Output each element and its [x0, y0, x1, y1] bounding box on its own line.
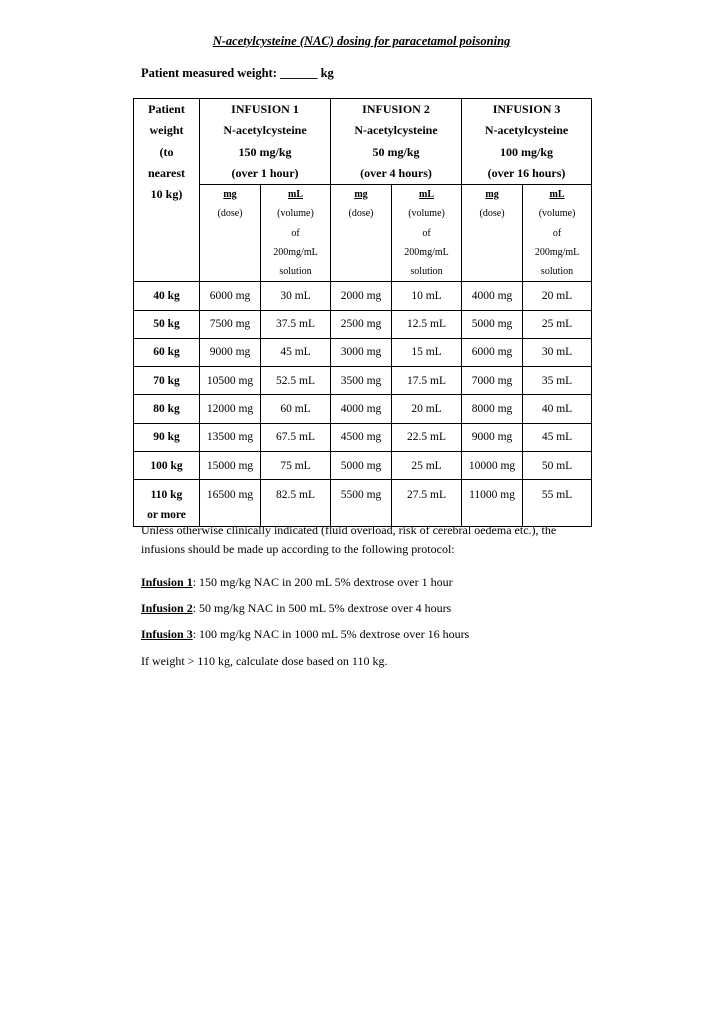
weight-cell: 90 kg: [134, 423, 200, 451]
table-row: [134, 480, 592, 527]
dose-label: (dose): [348, 208, 374, 220]
value-cell: 52.5 mL: [261, 367, 331, 395]
mg-label: mg: [354, 189, 368, 201]
mg-label: mg: [485, 189, 499, 201]
weight-prompt: Patient measured weight: ______ kg: [141, 66, 334, 80]
weight-header: [134, 99, 200, 282]
subheader-row: [134, 185, 592, 282]
value-cell: 20 mL: [523, 282, 592, 310]
value-cell: 10 mL: [392, 282, 462, 310]
value-cell: 20 mL: [392, 395, 462, 423]
volume-label: (volume): [538, 208, 576, 220]
value-cell: 50 mL: [523, 451, 592, 479]
volume-label: 200mg/mL: [534, 246, 580, 258]
infusion-header-line: N-acetylcysteine: [484, 123, 569, 138]
header-row: [134, 99, 592, 185]
infusion-header-line: (over 1 hour): [231, 165, 299, 180]
weight-cell: [134, 480, 200, 527]
weight-header-line: weight: [149, 123, 184, 138]
value-cell: 25 mL: [523, 310, 592, 338]
infusion-header-line: INFUSION 1: [231, 102, 299, 116]
infusion-header-line: 100 mg/kg: [500, 144, 554, 159]
value-cell: 25 mL: [392, 451, 462, 479]
protocol-intro: Unless otherwise clinically indicated (fluid overload, risk of cerebral oedema etc.), the infusions should be made up according to the following protocol:: [141, 523, 557, 556]
infusion-text: : 50 mg/kg NAC in 500 mL 5% dextrose over 4 hours: [192, 601, 452, 615]
infusion-header-line: INFUSION 2: [362, 102, 430, 116]
value-cell: 4000 mg: [331, 395, 392, 423]
value-cell: 11000 mg: [462, 480, 523, 527]
volume-label: (volume): [277, 208, 314, 220]
ml-label: mL: [549, 189, 565, 201]
value-cell: 2000 mg: [331, 282, 392, 310]
infusion-1-mg-header: [200, 185, 261, 282]
value-cell: 82.5 mL: [261, 480, 331, 527]
value-cell: 4500 mg: [331, 423, 392, 451]
value-cell: 30 mL: [261, 282, 331, 310]
weight-cell: 50 kg: [134, 310, 200, 338]
volume-label: of: [552, 227, 562, 239]
ml-label: mL: [288, 189, 303, 201]
weight-header-line: nearest: [147, 165, 186, 180]
value-cell: 7500 mg: [200, 310, 261, 338]
value-cell: 8000 mg: [462, 395, 523, 423]
value-cell: 3500 mg: [331, 367, 392, 395]
value-cell: 60 mL: [261, 395, 331, 423]
infusion-header-line: N-acetylcysteine: [223, 123, 307, 138]
weight-line: 110 kg: [150, 489, 183, 502]
infusion-header-line: (over 4 hours): [360, 165, 432, 180]
value-cell: 5000 mg: [331, 451, 392, 479]
value-cell: 22.5 mL: [392, 423, 462, 451]
weight-cell: 100 kg: [134, 451, 200, 479]
value-cell: 35 mL: [523, 367, 592, 395]
document-title: N-acetylcysteine (NAC) dosing for paracetamol poisoning: [212, 34, 511, 48]
infusion-1-protocol: [141, 575, 453, 590]
value-cell: 55 mL: [523, 480, 592, 527]
value-cell: 75 mL: [261, 451, 331, 479]
weight-header-line: (to: [159, 144, 174, 159]
infusion-header-line: (over 16 hours): [487, 165, 566, 180]
table-row: [134, 338, 592, 366]
value-cell: 9000 mg: [200, 338, 261, 366]
value-cell: 40 mL: [523, 395, 592, 423]
infusion-text: : 100 mg/kg NAC in 1000 mL 5% dextrose over 16 hours: [192, 627, 470, 641]
volume-label: of: [422, 227, 431, 239]
infusion-header-line: INFUSION 3: [492, 102, 561, 116]
volume-label: 200mg/mL: [404, 246, 449, 258]
dose-label: (dose): [217, 208, 243, 220]
infusion-3-mg-header: [462, 185, 523, 282]
table-row: [134, 367, 592, 395]
value-cell: 2500 mg: [331, 310, 392, 338]
infusion-header-line: 150 mg/kg: [238, 144, 292, 159]
value-cell: 4000 mg: [462, 282, 523, 310]
volume-label: solution: [540, 266, 574, 277]
volume-label: solution: [410, 266, 443, 277]
value-cell: 10000 mg: [462, 451, 523, 479]
dose-label: (dose): [479, 208, 505, 220]
dosing-table: [133, 98, 592, 527]
infusion-2-ml-header: [392, 185, 462, 282]
weight-cell: 80 kg: [134, 395, 200, 423]
value-cell: 27.5 mL: [392, 480, 462, 527]
infusion-header-line: 50 mg/kg: [372, 144, 420, 159]
mg-label: mg: [223, 189, 237, 201]
value-cell: 5000 mg: [462, 310, 523, 338]
value-cell: 7000 mg: [462, 367, 523, 395]
value-cell: 45 mL: [523, 423, 592, 451]
value-cell: 6000 mg: [200, 282, 261, 310]
value-cell: 13500 mg: [200, 423, 261, 451]
table-row: [134, 423, 592, 451]
table-body: [134, 282, 592, 480]
infusion-2-mg-header: [331, 185, 392, 282]
weight-cell: 60 kg: [134, 338, 200, 366]
infusion-1-header: [200, 99, 331, 185]
value-cell: 9000 mg: [462, 423, 523, 451]
table-row: [134, 451, 592, 479]
infusion-label: Infusion 1: [141, 575, 193, 589]
volume-label: 200mg/mL: [273, 246, 318, 258]
infusion-3-header: [462, 99, 592, 185]
value-cell: 17.5 mL: [392, 367, 462, 395]
value-cell: 45 mL: [261, 338, 331, 366]
infusion-2-protocol: [141, 601, 451, 616]
table-row: [134, 395, 592, 423]
infusion-label: Infusion 3: [141, 627, 193, 641]
infusion-label: Infusion 2: [141, 601, 193, 615]
value-cell: 15 mL: [392, 338, 462, 366]
value-cell: 30 mL: [523, 338, 592, 366]
value-cell: 15000 mg: [200, 451, 261, 479]
value-cell: 3000 mg: [331, 338, 392, 366]
value-cell: 5500 mg: [331, 480, 392, 527]
infusion-header-line: N-acetylcysteine: [354, 123, 438, 138]
weight-line: or more: [147, 509, 186, 522]
ml-label: mL: [419, 189, 435, 201]
weight-cell: 70 kg: [134, 367, 200, 395]
weight-cap-note: If weight > 110 kg, calculate dose based on 110 kg.: [141, 654, 388, 668]
weight-cell: 40 kg: [134, 282, 200, 310]
value-cell: 12.5 mL: [392, 310, 462, 338]
value-cell: 12000 mg: [200, 395, 261, 423]
infusion-1-ml-header: [261, 185, 331, 282]
value-cell: 67.5 mL: [261, 423, 331, 451]
infusion-3-protocol: [141, 627, 469, 642]
volume-label: of: [291, 227, 300, 239]
infusion-2-header: [331, 99, 462, 185]
value-cell: 37.5 mL: [261, 310, 331, 338]
weight-header-line: Patient: [148, 102, 185, 116]
volume-label: solution: [279, 266, 312, 277]
weight-header-line: 10 kg): [150, 187, 183, 202]
table-row: [134, 282, 592, 310]
value-cell: 16500 mg: [200, 480, 261, 527]
table-row: [134, 310, 592, 338]
infusion-3-ml-header: [523, 185, 592, 282]
value-cell: 6000 mg: [462, 338, 523, 366]
infusion-text: : 150 mg/kg NAC in 200 mL 5% dextrose over 1 hour: [192, 575, 453, 589]
volume-label: (volume): [408, 208, 445, 220]
value-cell: 10500 mg: [200, 367, 261, 395]
